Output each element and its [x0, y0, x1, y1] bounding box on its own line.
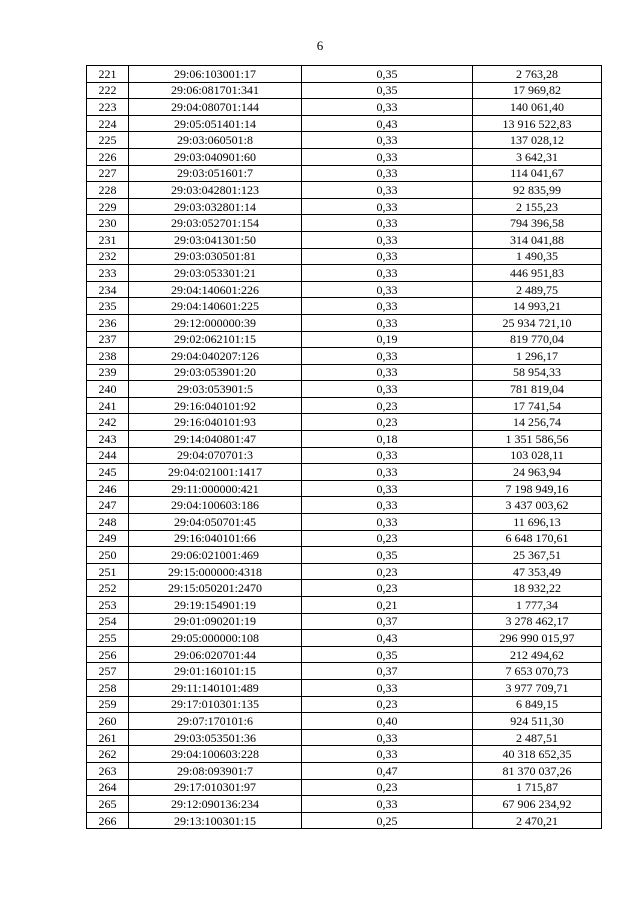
value-cell: 2 489,75: [473, 281, 602, 298]
table-row: [87, 563, 602, 580]
value-cell: 6 648 170,61: [473, 530, 602, 547]
coefficient-cell: 0,33: [302, 464, 473, 481]
value-cell: 103 028,11: [473, 447, 602, 464]
cadastral-number-cell: 29:14:040801:47: [129, 431, 302, 448]
row-number-cell: 234: [87, 281, 129, 298]
value-cell: 6 849,15: [473, 696, 602, 713]
row-number-cell: 246: [87, 480, 129, 497]
row-number-cell: 231: [87, 231, 129, 248]
table-row: [87, 397, 602, 414]
cadastral-number-cell: 29:03:040901:60: [129, 148, 302, 165]
row-number-cell: 261: [87, 729, 129, 746]
row-number-cell: 249: [87, 530, 129, 547]
coefficient-cell: 0,37: [302, 663, 473, 680]
table-row: [87, 331, 602, 348]
row-number-cell: 235: [87, 298, 129, 315]
row-number-cell: 237: [87, 331, 129, 348]
table-row: [87, 265, 602, 282]
cadastral-number-cell: 29:03:053501:36: [129, 729, 302, 746]
row-number-cell: 265: [87, 796, 129, 813]
row-number-cell: 247: [87, 497, 129, 514]
cadastral-number-cell: 29:03:032801:14: [129, 198, 302, 215]
cadastral-number-cell: 29:01:160101:15: [129, 663, 302, 680]
cadastral-table: [86, 65, 602, 829]
value-cell: 67 906 234,92: [473, 796, 602, 813]
row-number-cell: 242: [87, 414, 129, 431]
table-row: [87, 514, 602, 531]
table-row: [87, 198, 602, 215]
value-cell: 446 951,83: [473, 265, 602, 282]
row-number-cell: 221: [87, 66, 129, 83]
cadastral-number-cell: 29:12:000000:39: [129, 314, 302, 331]
row-number-cell: 233: [87, 265, 129, 282]
table-row: [87, 248, 602, 265]
value-cell: 14 993,21: [473, 298, 602, 315]
coefficient-cell: 0,33: [302, 746, 473, 763]
cadastral-number-cell: 29:17:010301:97: [129, 779, 302, 796]
row-number-cell: 252: [87, 580, 129, 597]
coefficient-cell: 0,23: [302, 397, 473, 414]
row-number-cell: 255: [87, 630, 129, 647]
coefficient-cell: 0,33: [302, 480, 473, 497]
value-cell: 58 954,33: [473, 364, 602, 381]
cadastral-number-cell: 29:16:040101:92: [129, 397, 302, 414]
value-cell: 14 256,74: [473, 414, 602, 431]
cadastral-number-cell: 29:04:140601:226: [129, 281, 302, 298]
coefficient-cell: 0,33: [302, 132, 473, 149]
value-cell: 1 351 586,56: [473, 431, 602, 448]
cadastral-number-cell: 29:19:154901:19: [129, 597, 302, 614]
table-row: [87, 132, 602, 149]
coefficient-cell: 0,33: [302, 348, 473, 365]
cadastral-number-cell: 29:04:100603:186: [129, 497, 302, 514]
table-row: [87, 530, 602, 547]
coefficient-cell: 0,33: [302, 514, 473, 531]
value-cell: 7 653 070,73: [473, 663, 602, 680]
table-row: [87, 348, 602, 365]
coefficient-cell: 0,23: [302, 563, 473, 580]
row-number-cell: 222: [87, 82, 129, 99]
table-row: [87, 447, 602, 464]
value-cell: 7 198 949,16: [473, 480, 602, 497]
cadastral-number-cell: 29:04:100603:228: [129, 746, 302, 763]
value-cell: 40 318 652,35: [473, 746, 602, 763]
cadastral-number-cell: 29:03:030501:81: [129, 248, 302, 265]
value-cell: 92 835,99: [473, 182, 602, 199]
coefficient-cell: 0,33: [302, 99, 473, 116]
coefficient-cell: 0,35: [302, 547, 473, 564]
coefficient-cell: 0,33: [302, 364, 473, 381]
cadastral-number-cell: 29:03:053301:21: [129, 265, 302, 282]
row-number-cell: 254: [87, 613, 129, 630]
row-number-cell: 257: [87, 663, 129, 680]
row-number-cell: 229: [87, 198, 129, 215]
table-row: [87, 99, 602, 116]
cadastral-number-cell: 29:04:021001:1417: [129, 464, 302, 481]
table-row: [87, 464, 602, 481]
value-cell: 3 642,31: [473, 148, 602, 165]
cadastral-number-cell: 29:05:051401:14: [129, 115, 302, 132]
coefficient-cell: 0,33: [302, 215, 473, 232]
table-row: [87, 679, 602, 696]
cadastral-number-cell: 29:11:140101:489: [129, 679, 302, 696]
table-row: [87, 497, 602, 514]
row-number-cell: 259: [87, 696, 129, 713]
table-row: [87, 812, 602, 829]
table-row: [87, 364, 602, 381]
value-cell: 13 916 522,83: [473, 115, 602, 132]
table-row: [87, 148, 602, 165]
cadastral-number-cell: 29:03:053901:5: [129, 381, 302, 398]
value-cell: 18 932,22: [473, 580, 602, 597]
row-number-cell: 256: [87, 646, 129, 663]
coefficient-cell: 0,33: [302, 182, 473, 199]
cadastral-number-cell: 29:08:093901:7: [129, 762, 302, 779]
coefficient-cell: 0,33: [302, 148, 473, 165]
table-row: [87, 165, 602, 182]
coefficient-cell: 0,19: [302, 331, 473, 348]
value-cell: 25 934 721,10: [473, 314, 602, 331]
coefficient-cell: 0,33: [302, 729, 473, 746]
cadastral-number-cell: 29:06:081701:341: [129, 82, 302, 99]
table-row: [87, 414, 602, 431]
value-cell: 924 511,30: [473, 713, 602, 730]
table-row: [87, 547, 602, 564]
row-number-cell: 230: [87, 215, 129, 232]
row-number-cell: 253: [87, 597, 129, 614]
coefficient-cell: 0,21: [302, 597, 473, 614]
table-row: [87, 597, 602, 614]
value-cell: 81 370 037,26: [473, 762, 602, 779]
table-row: [87, 630, 602, 647]
value-cell: 17 969,82: [473, 82, 602, 99]
cadastral-number-cell: 29:15:050201:2470: [129, 580, 302, 597]
row-number-cell: 264: [87, 779, 129, 796]
cadastral-number-cell: 29:03:052701:154: [129, 215, 302, 232]
row-number-cell: 225: [87, 132, 129, 149]
cadastral-number-cell: 29:16:040101:66: [129, 530, 302, 547]
coefficient-cell: 0,33: [302, 231, 473, 248]
table-row: [87, 215, 602, 232]
value-cell: 114 041,67: [473, 165, 602, 182]
value-cell: 314 041,88: [473, 231, 602, 248]
table-row: [87, 796, 602, 813]
table-row: [87, 82, 602, 99]
row-number-cell: 236: [87, 314, 129, 331]
value-cell: 2 155,23: [473, 198, 602, 215]
page-number: 6: [316, 38, 324, 53]
cadastral-number-cell: 29:03:042801:123: [129, 182, 302, 199]
coefficient-cell: 0,33: [302, 796, 473, 813]
row-number-cell: 226: [87, 148, 129, 165]
cadastral-number-cell: 29:02:062101:15: [129, 331, 302, 348]
row-number-cell: 262: [87, 746, 129, 763]
cadastral-number-cell: 29:03:051601:7: [129, 165, 302, 182]
cadastral-number-cell: 29:16:040101:93: [129, 414, 302, 431]
value-cell: 296 990 015,97: [473, 630, 602, 647]
cadastral-number-cell: 29:03:060501:8: [129, 132, 302, 149]
cadastral-number-cell: 29:03:041301:50: [129, 231, 302, 248]
coefficient-cell: 0,33: [302, 265, 473, 282]
table-row: [87, 115, 602, 132]
row-number-cell: 248: [87, 514, 129, 531]
value-cell: 2 487,51: [473, 729, 602, 746]
coefficient-cell: 0,33: [302, 248, 473, 265]
row-number-cell: 232: [87, 248, 129, 265]
cadastral-number-cell: 29:06:103001:17: [129, 66, 302, 83]
value-cell: 24 963,94: [473, 464, 602, 481]
cadastral-number-cell: 29:04:080701:144: [129, 99, 302, 116]
cadastral-number-cell: 29:11:000000:421: [129, 480, 302, 497]
coefficient-cell: 0,33: [302, 198, 473, 215]
row-number-cell: 241: [87, 397, 129, 414]
table-row: [87, 663, 602, 680]
coefficient-cell: 0,33: [302, 381, 473, 398]
table-row: [87, 580, 602, 597]
cadastral-number-cell: 29:03:053901:20: [129, 364, 302, 381]
table-row: [87, 66, 602, 83]
value-cell: 212 494,62: [473, 646, 602, 663]
table-row: [87, 480, 602, 497]
coefficient-cell: 0,33: [302, 447, 473, 464]
coefficient-cell: 0,23: [302, 414, 473, 431]
coefficient-cell: 0,23: [302, 530, 473, 547]
value-cell: 1 777,34: [473, 597, 602, 614]
value-cell: 1 715,87: [473, 779, 602, 796]
value-cell: 1 490,35: [473, 248, 602, 265]
value-cell: 137 028,12: [473, 132, 602, 149]
coefficient-cell: 0,35: [302, 82, 473, 99]
cadastral-number-cell: 29:06:021001:469: [129, 547, 302, 564]
cadastral-number-cell: 29:15:000000:4318: [129, 563, 302, 580]
value-cell: 794 396,58: [473, 215, 602, 232]
row-number-cell: 263: [87, 762, 129, 779]
value-cell: 17 741,54: [473, 397, 602, 414]
table-row: [87, 431, 602, 448]
value-cell: 1 296,17: [473, 348, 602, 365]
row-number-cell: 240: [87, 381, 129, 398]
table-row: [87, 281, 602, 298]
coefficient-cell: 0,33: [302, 497, 473, 514]
cadastral-number-cell: 29:04:140601:225: [129, 298, 302, 315]
value-cell: 140 061,40: [473, 99, 602, 116]
cadastral-number-cell: 29:04:070701:3: [129, 447, 302, 464]
coefficient-cell: 0,35: [302, 646, 473, 663]
row-number-cell: 250: [87, 547, 129, 564]
row-number-cell: 266: [87, 812, 129, 829]
row-number-cell: 251: [87, 563, 129, 580]
coefficient-cell: 0,37: [302, 613, 473, 630]
value-cell: 11 696,13: [473, 514, 602, 531]
value-cell: 781 819,04: [473, 381, 602, 398]
coefficient-cell: 0,33: [302, 165, 473, 182]
coefficient-cell: 0,40: [302, 713, 473, 730]
table-row: [87, 713, 602, 730]
value-cell: 3 278 462,17: [473, 613, 602, 630]
cadastral-number-cell: 29:05:000000:108: [129, 630, 302, 647]
row-number-cell: 228: [87, 182, 129, 199]
coefficient-cell: 0,25: [302, 812, 473, 829]
cadastral-number-cell: 29:12:090136:234: [129, 796, 302, 813]
cadastral-number-cell: 29:17:010301:135: [129, 696, 302, 713]
table-body: [87, 66, 602, 829]
table-row: [87, 729, 602, 746]
row-number-cell: 244: [87, 447, 129, 464]
table-row: [87, 231, 602, 248]
coefficient-cell: 0,23: [302, 696, 473, 713]
table-row: [87, 314, 602, 331]
cadastral-number-cell: 29:04:040207:126: [129, 348, 302, 365]
value-cell: 2 763,28: [473, 66, 602, 83]
table-row: [87, 381, 602, 398]
table-row: [87, 298, 602, 315]
value-cell: 2 470,21: [473, 812, 602, 829]
cadastral-number-cell: 29:06:020701:44: [129, 646, 302, 663]
coefficient-cell: 0,23: [302, 580, 473, 597]
row-number-cell: 258: [87, 679, 129, 696]
value-cell: 47 353,49: [473, 563, 602, 580]
row-number-cell: 245: [87, 464, 129, 481]
table-row: [87, 746, 602, 763]
cadastral-number-cell: 29:13:100301:15: [129, 812, 302, 829]
value-cell: 25 367,51: [473, 547, 602, 564]
cadastral-number-cell: 29:04:050701:45: [129, 514, 302, 531]
coefficient-cell: 0,33: [302, 679, 473, 696]
cadastral-number-cell: 29:07:170101:6: [129, 713, 302, 730]
coefficient-cell: 0,33: [302, 314, 473, 331]
row-number-cell: 239: [87, 364, 129, 381]
coefficient-cell: 0,18: [302, 431, 473, 448]
table-row: [87, 762, 602, 779]
coefficient-cell: 0,23: [302, 779, 473, 796]
value-cell: 819 770,04: [473, 331, 602, 348]
table-row: [87, 696, 602, 713]
coefficient-cell: 0,43: [302, 115, 473, 132]
row-number-cell: 238: [87, 348, 129, 365]
value-cell: 3 437 003,62: [473, 497, 602, 514]
row-number-cell: 243: [87, 431, 129, 448]
coefficient-cell: 0,33: [302, 281, 473, 298]
coefficient-cell: 0,43: [302, 630, 473, 647]
row-number-cell: 224: [87, 115, 129, 132]
cadastral-number-cell: 29:01:090201:19: [129, 613, 302, 630]
coefficient-cell: 0,33: [302, 298, 473, 315]
coefficient-cell: 0,47: [302, 762, 473, 779]
table-row: [87, 646, 602, 663]
value-cell: 3 977 709,71: [473, 679, 602, 696]
row-number-cell: 227: [87, 165, 129, 182]
table-row: [87, 182, 602, 199]
row-number-cell: 223: [87, 99, 129, 116]
coefficient-cell: 0,35: [302, 66, 473, 83]
row-number-cell: 260: [87, 713, 129, 730]
table-row: [87, 779, 602, 796]
table-row: [87, 613, 602, 630]
